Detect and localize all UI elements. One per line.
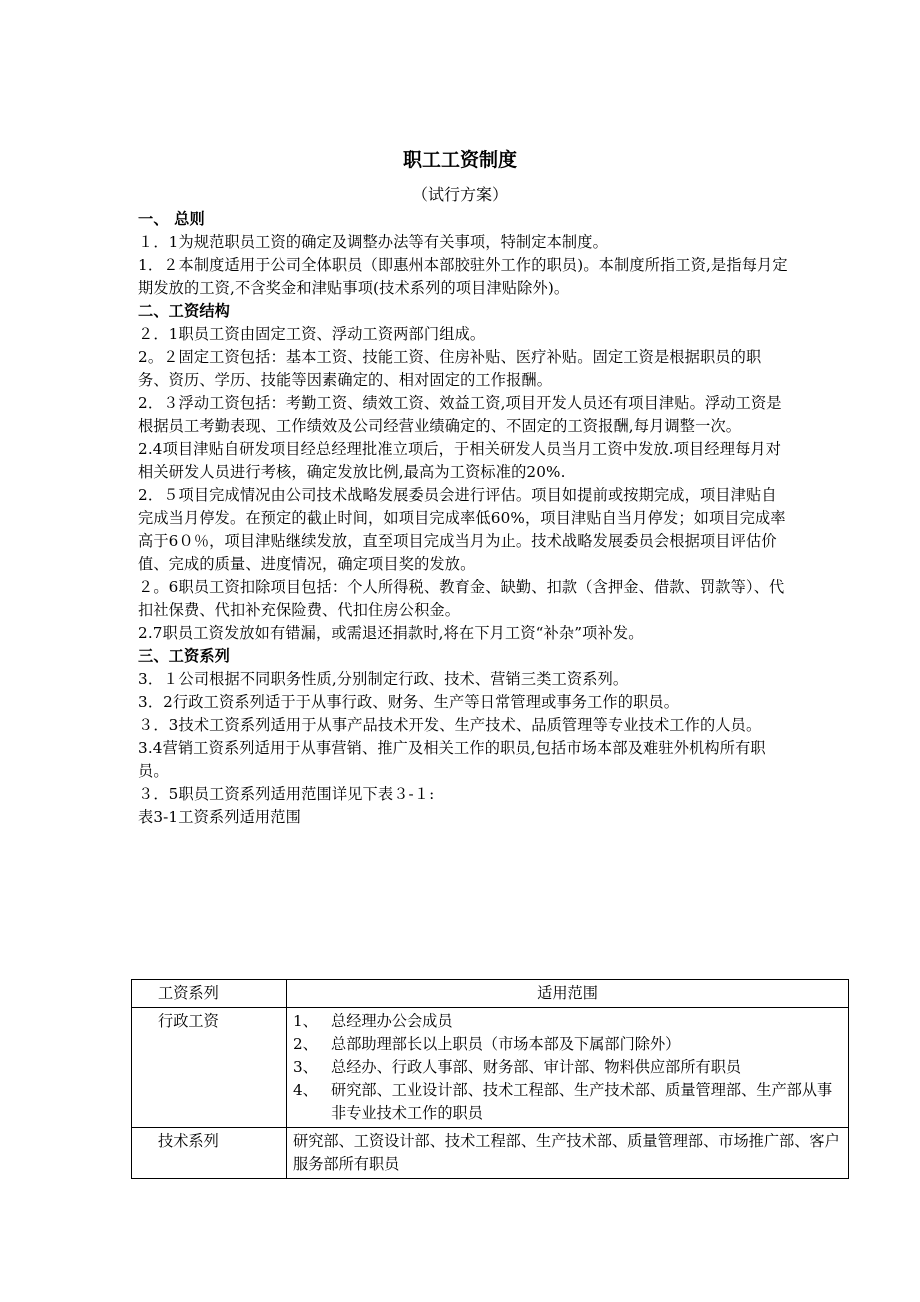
paragraph: ３．5职员工资系列适用范围详见下表３-１: [138, 785, 435, 803]
table-header-row [132, 980, 849, 1008]
list-item: 2、 总部助理部长以上职员（市场本部及下属部门除外） [293, 1035, 681, 1053]
list-item: 4、 研究部、工业设计部、技术工程部、生产技术部、质量管理部、生产部从事非专业技术工作的职员 [293, 1081, 833, 1122]
paragraph: 2.7职员工资发放如有错漏，或需退还捐款时,将在下月工资“补杂”项补发。 [138, 624, 644, 642]
paragraph: 2．５项目完成情况由公司技术战略发展委员会进行评估。项目如提前或按期完成，项目津贴自完成当月停发。在预定的截止时间，如项目完成率低60%，项目津贴自当月停发；如项目完成率高于6０％，项目津贴继续发放，直至项目完成当月为止。技术战略发展委员会根据项目评估价值、完成的质量、进度情况，确定项目奖的发放。 [138, 486, 786, 573]
table-caption: 表3-1工资系列适用范围 [138, 808, 301, 826]
table-cell-scope [287, 1008, 849, 1128]
paragraph: 3．2行政工资系列适于于从事行政、财务、生产等日常管理或事务工作的职员。 [138, 693, 680, 711]
paragraph: 2．３浮动工资包括：考勤工资、绩效工资、效益工资,项目开发人员还有项目津贴。浮动工资是根据员工考勤表现、工作绩效及公司经营业绩确定的、不固定的工资报酬,每月调整一次。 [138, 394, 782, 435]
paragraph: 3．１公司根据不同职务性质,分别制定行政、技术、营销三类工资系列。 [138, 670, 629, 688]
paragraph: 2。２固定工资包括：基本工资、技能工资、住房补贴、医疗补贴。固定工资是根据职员的职务、资历、学历、技能等因素确定的、相对固定的工作报酬。 [138, 348, 762, 389]
doc-subtitle: （试行方案） [411, 185, 508, 204]
table-row [132, 1008, 849, 1128]
wage-series-table [131, 979, 849, 1179]
section-heading: 一、 总则 [138, 210, 205, 228]
list-item: 1、 总经理办公会成员 [293, 1012, 453, 1030]
table-cell-scope: 研究部、工资设计部、技术工程部、生产技术部、质量管理部、市场推广部、客户服务部所有职员 [287, 1128, 849, 1179]
paragraph: 1．２本制度适用于公司全体职员（即惠州本部胶驻外工作的职员)。本制度所指工资,是指每月定期发放的工资,不含奖金和津贴事项(技术系列的项目津贴除外)。 [138, 256, 788, 297]
paragraph: ３．3技术工资系列适用于从事产品技术开发、生产技术、品质管理等专业技术工作的人员。 [138, 716, 762, 734]
section-heading: 三、工资系列 [138, 647, 231, 665]
table-header-scope: 适用范围 [287, 980, 849, 1008]
table-header-series: 工资系列 [132, 980, 287, 1008]
doc-title: 职工工资制度 [402, 149, 517, 171]
section-heading: 二、工资结构 [138, 302, 231, 320]
paragraph: ２。6职员工资扣除项目包括：个人所得税、教育金、缺勤、扣款（含押金、借款、罚款等）、代扣社保费、代扣补充保险费、代扣住房公积金。 [138, 578, 785, 619]
paragraph: 2.4项目津贴自研发项目经总经理批准立项后，于相关研发人员当月工资中发放.项目经理每月对相关研发人员进行考核，确定发放比例,最高为工资标准的20%. [138, 440, 782, 481]
doc-body [138, 208, 788, 829]
paragraph: 3.4营销工资系列适用于从事营销、推广及相关工作的职员,包括市场本部及难驻外机构所有职员。 [138, 739, 766, 780]
table-cell-series: 技术系列 [132, 1128, 287, 1179]
table-row [132, 1128, 849, 1179]
paragraph: ２．1职员工资由固定工资、浮动工资两部门组成。 [138, 325, 486, 343]
table-cell-series: 行政工资 [132, 1008, 287, 1128]
list-item: 3、 总经办、行政人事部、财务部、审计部、物料供应部所有职员 [293, 1058, 742, 1076]
paragraph: １．1为规范职员工资的确定及调整办法等有关事项，特制定本制度。 [138, 233, 608, 251]
